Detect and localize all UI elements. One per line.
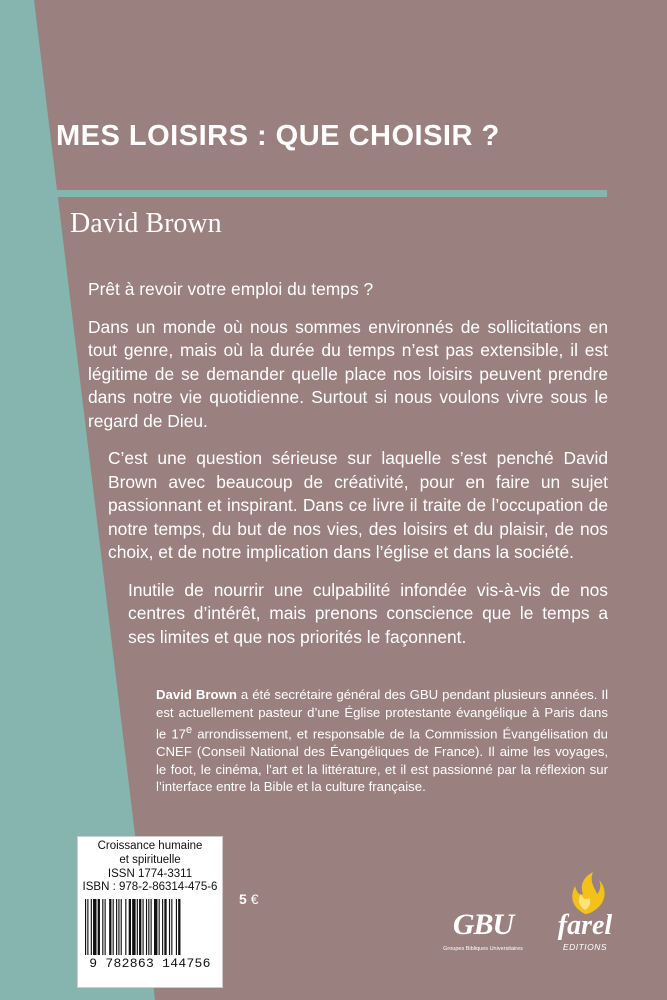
barcode-bar bbox=[113, 899, 114, 955]
barcode-bar bbox=[91, 899, 92, 955]
barcode-bar bbox=[98, 899, 100, 955]
barcode-bar bbox=[87, 899, 88, 955]
barcode-bar bbox=[125, 899, 126, 955]
barcode-bar bbox=[121, 899, 122, 955]
author-bio-name: David Brown bbox=[156, 687, 237, 702]
author-bio-text: arrondissement, et responsable de la Commission Évangélisation du CNEF (Conseil National des Évangéliques de France). Il aime les voyages, le foot, le cinéma, l’art et la littérature, et il est passionné par la réflexion sur l’interface entre la Bible et la culture française. bbox=[156, 725, 608, 795]
barcode-bar bbox=[169, 899, 170, 955]
author-bio-text: a été secrétaire général des GBU pendant plusieurs années. Il est actuellement pasteur d’une Église protestante évangélique à Paris dans le 17 bbox=[156, 687, 608, 741]
barcode-bar bbox=[164, 899, 166, 955]
author-bio bbox=[156, 686, 608, 796]
barcode-digits: 9 782863 144756 bbox=[89, 956, 211, 972]
gbu-logo bbox=[440, 904, 526, 960]
barcode-bar bbox=[109, 899, 111, 955]
blurb-paragraph: Dans un monde où nous sommes environnés de sollicitations en tout genre, mais où la durée du temps n’est pas extensible, il est légitime de se demander quelle place nos loisirs peuvent prendre dans notre vie quotidienne. Surtout si nous voulons vivre sous le regard de Dieu. bbox=[88, 316, 608, 431]
barcode-bar bbox=[105, 899, 106, 955]
barcode-bar bbox=[143, 899, 144, 955]
author-bio-superscript: e bbox=[186, 723, 193, 736]
barcode-bar bbox=[132, 899, 135, 955]
barcode-bar bbox=[102, 899, 103, 955]
gbu-logo-text: GBU bbox=[452, 908, 514, 941]
blurb-paragraph: C’est une question sérieuse sur laquelle s’est penché David Brown avec beaucoup de créativité, pour en faire un sujet passionnant et inspirant. Dans ce livre il traite de l’occupation de notre temps, du but de nos vies, des loisirs et du plaisir, de nos choix, et de notre implication dans l’église et dans la société. bbox=[108, 448, 608, 562]
barcode-bar bbox=[178, 899, 180, 955]
barcode-line: Croissance humaine bbox=[97, 840, 203, 852]
barcode-bar bbox=[159, 899, 160, 955]
price-amount: 5 bbox=[239, 891, 247, 907]
blurb-paragraph: Prêt à revoir votre emploi du temps ? bbox=[88, 279, 374, 299]
barcode-line: et spirituelle bbox=[119, 853, 181, 866]
blurb-paragraph: Inutile de nourrir une culpabilité infondée vis-à-vis de nos centres d’intérêt, mais prenons conscience que le temps a ses limites et que nos priorités le façonnent. bbox=[128, 579, 608, 647]
farel-logo bbox=[555, 870, 615, 960]
barcode-bar bbox=[129, 899, 131, 955]
barcode-bar bbox=[146, 899, 147, 955]
farel-logo-text: farel bbox=[557, 910, 613, 941]
price-currency: € bbox=[250, 891, 259, 907]
barcode-bar bbox=[176, 899, 177, 955]
barcode-bars bbox=[82, 899, 218, 955]
barcode-bar bbox=[118, 899, 119, 955]
barcode-bar bbox=[137, 899, 138, 955]
barcode-bar bbox=[139, 899, 141, 955]
barcode-bar bbox=[116, 899, 117, 955]
barcode-bar bbox=[162, 899, 163, 955]
book-author: David Brown bbox=[70, 208, 222, 239]
blurb-text bbox=[0, 278, 667, 663]
gbu-logo-subtitle: Groupes Bibliques Universitaires bbox=[443, 946, 523, 952]
barcode-bar bbox=[171, 899, 172, 955]
price-tag bbox=[239, 891, 258, 907]
barcode-bar bbox=[151, 899, 152, 955]
title-underline-rule bbox=[34, 190, 607, 197]
barcode-bar bbox=[85, 899, 86, 955]
farel-logo-subtitle: EDITIONS bbox=[562, 942, 608, 952]
barcode-bar bbox=[148, 899, 149, 955]
issn-line: ISSN 1774-3311 bbox=[107, 867, 193, 880]
barcode-bar bbox=[93, 899, 96, 955]
barcode-label bbox=[77, 836, 223, 988]
book-title: MES LOISIRS : QUE CHOISIR ? bbox=[56, 120, 500, 152]
isbn-line: ISBN : 978-2-86314-475-6 bbox=[82, 881, 218, 894]
barcode-bar bbox=[154, 899, 157, 955]
